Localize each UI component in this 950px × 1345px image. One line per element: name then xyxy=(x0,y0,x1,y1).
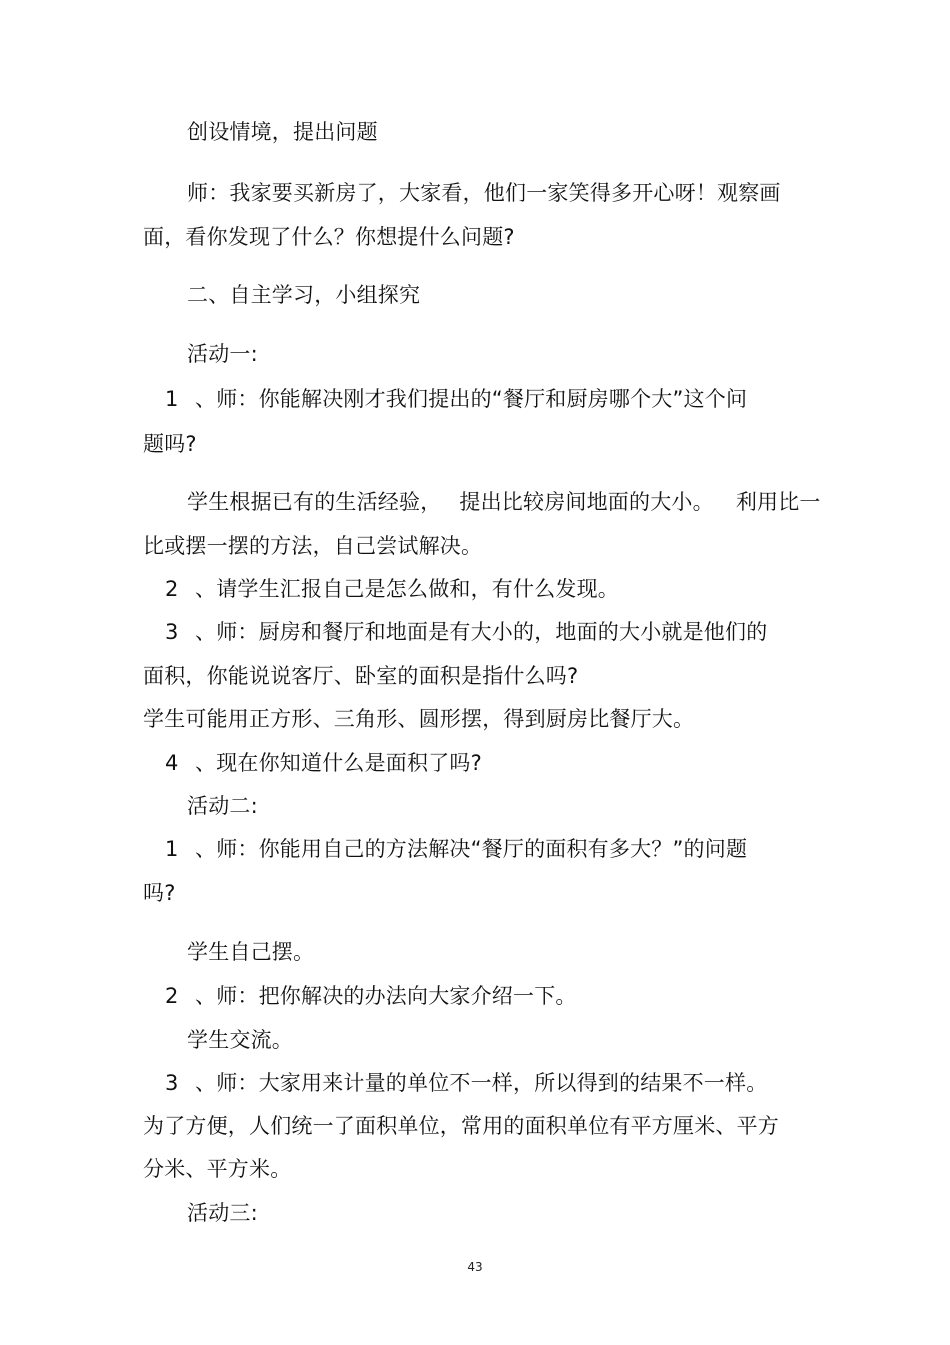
item-number: 4 xyxy=(165,751,179,775)
item-number: 3 xyxy=(165,1071,179,1095)
paragraph-line: 面积，你能说说客厅、卧室的面积是指什么吗? xyxy=(143,664,579,688)
paragraph-line: 学生自己摆。 xyxy=(187,940,315,964)
item-text: 、师：把你解决的办法向大家介绍一下。 xyxy=(195,984,577,1008)
paragraph-line: 面，看你发现了什么？你想提什么问题? xyxy=(143,225,515,249)
paragraph-line: 为了方便，人们统一了面积单位，常用的面积单位有平方厘米、平方 xyxy=(143,1114,779,1138)
activity-heading: 活动三: xyxy=(187,1201,258,1225)
activity-heading: 活动二: xyxy=(187,794,258,818)
item-text: 、现在你知道什么是面积了吗? xyxy=(195,751,482,775)
section-heading: 二、自主学习，小组探究 xyxy=(187,283,421,307)
paragraph-line: 吗? xyxy=(143,881,176,905)
list-item xyxy=(165,836,747,862)
paragraph-line: 师：我家要买新房了，大家看，他们一家笑得多开心呀！观察画 xyxy=(187,181,781,205)
list-item xyxy=(165,1070,767,1096)
paragraph-line: 学生可能用正方形、三角形、圆形摆，得到厨房比餐厅大。 xyxy=(143,707,695,731)
text-segment: 学生根据已有的生活经验， xyxy=(187,490,442,514)
item-number: 2 xyxy=(165,984,179,1008)
list-item xyxy=(165,576,619,602)
paragraph-line xyxy=(187,489,821,515)
item-number: 3 xyxy=(165,620,179,644)
item-number: 1 xyxy=(165,837,179,861)
text-segment: 提出比较房间地面的大小。 xyxy=(459,490,714,514)
list-item xyxy=(165,619,767,645)
item-text: 、师：大家用来计量的单位不一样，所以得到的结果不一样。 xyxy=(195,1071,768,1095)
heading-create-situation: 创设情境，提出问题 xyxy=(187,120,378,144)
text-segment: 利用比一 xyxy=(735,490,821,514)
paragraph-line: 比或摆一摆的方法，自己尝试解决。 xyxy=(143,534,483,558)
paragraph-line: 分米、平方米。 xyxy=(143,1157,292,1181)
list-item xyxy=(165,983,577,1009)
paragraph-line: 题吗? xyxy=(143,432,197,456)
item-number: 1 xyxy=(165,387,179,411)
item-text: 、师：你能解决刚才我们提出的“餐厅和厨房哪个大”这个问 xyxy=(195,387,748,411)
item-text: 、师：你能用自己的方法解决“餐厅的面积有多大？”的问题 xyxy=(195,837,748,861)
item-text: 、请学生汇报自己是怎么做和，有什么发现。 xyxy=(195,577,619,601)
item-number: 2 xyxy=(165,577,179,601)
page-number: 43 xyxy=(467,1260,483,1274)
paragraph-line: 学生交流。 xyxy=(187,1028,293,1052)
list-item xyxy=(165,386,747,412)
item-text: 、师：厨房和餐厅和地面是有大小的，地面的大小就是他们的 xyxy=(195,620,768,644)
activity-heading: 活动一: xyxy=(187,342,258,366)
list-item xyxy=(165,750,482,776)
